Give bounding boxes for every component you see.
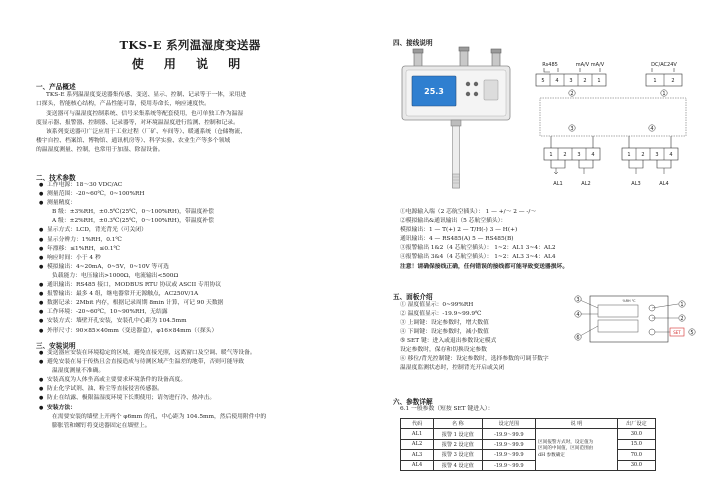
table-row: AL4 报警 4 设定值 -19.9～99.9 30.0 <box>401 460 656 470</box>
wiring-line: 模拟输出：1 — T(+) 2 — T/H(-) 3 — H(+) <box>400 227 518 233</box>
section6-heading: 六、参数详解 <box>393 398 433 406</box>
install-item: 膨胀管和螺钉将变送器固定在墙壁上。 <box>52 422 151 429</box>
install-item: 温湿度测量不准确。 <box>52 368 105 375</box>
spec-item: ● 报警输出：最多 4 组，继电器常开无源触点，AC250V/1A <box>38 290 223 299</box>
param-table-title: 6.1 一般参数（短按 SET 键进入）： <box>400 406 494 412</box>
connector-number: 1 <box>662 91 666 97</box>
spec-item: ● 显示分辨力：1%RH，0.1℃ <box>38 236 223 245</box>
install-item: 在需要安装的墙壁上开两个 φ6mm 的孔，中心距为 104.5mm，然后使用附件中的 <box>52 413 267 420</box>
lcd-reading: 25.3 <box>424 87 444 96</box>
table-row: AL3 报警 3 设定值 -19.9～99.9 70.0 <box>401 450 656 460</box>
svg-text:4: 4 <box>555 78 559 84</box>
spec-item: ● 年漂移：≤1%RH，≤0.1℃ <box>38 245 223 254</box>
svg-text:4: 4 <box>591 152 595 158</box>
svg-text:3: 3 <box>576 297 580 303</box>
label-power: DC/AC24V <box>651 62 677 68</box>
install-list <box>38 349 266 431</box>
panel-button <box>466 82 470 86</box>
label-ma-v: mA/V mA/V <box>575 62 605 68</box>
svg-text:1: 1 <box>597 78 601 84</box>
install-item: ● 安装高度为人体坐高或主要要求环境条件的设备高度。 <box>38 376 266 385</box>
section2-heading: 二、技术参数 <box>36 174 76 182</box>
label-rs485: Rs485 <box>542 62 558 68</box>
section1-line: 的温湿度测量、控制，也常用于加湿、除湿设备。 <box>36 147 164 153</box>
section1-heading: 一、产品概述 <box>36 83 76 91</box>
alarm-label-al4: AL4 <box>659 181 669 187</box>
svg-text:1: 1 <box>680 302 684 308</box>
svg-text:1: 1 <box>627 152 631 158</box>
svg-text:2: 2 <box>641 152 645 158</box>
spec-item: ● 测量精度： <box>38 199 223 208</box>
alarm-label-al2: AL2 <box>581 181 591 187</box>
svg-text:3: 3 <box>570 126 574 132</box>
section5-heading: 五、面板介绍 <box>393 293 433 301</box>
panel-button <box>474 82 478 86</box>
wiring-warning: 注意！请确保接线正确，任何错误的接线都可能导致变送器损坏。 <box>400 264 569 270</box>
table-row: AL1 报警 1 设定值 -19.9～99.9 区间报警方式时，设定值为 区间的中间值，区间范围由 dH 参数确定 30.0 <box>401 429 656 439</box>
install-item: ● 避免安装在易于传热且会直接造成与待测区域产生温差的地带，否则可能导致 <box>38 358 266 367</box>
connector-number: 2 <box>570 91 574 97</box>
install-item: ● 防止化学试剂、油、粉尘等直接侵害传感器。 <box>38 385 266 394</box>
spec-item: ● 工作电源：18～30 VDC/AC <box>38 181 223 190</box>
svg-text:3: 3 <box>655 152 659 158</box>
panel-button <box>466 92 470 96</box>
connector-middle <box>460 50 468 68</box>
spec-item: ● 测量范围：-20~60℃，0~100%RH <box>38 190 223 199</box>
spec-item: B 级：±3%RH，±0.5℃(25℃，0～100%RH)，带温度补偿 <box>52 209 214 216</box>
section1-line: 变送器可与温湿度控制系统、信号采集系统等配套使用，也可单独工作为温湿 <box>46 111 244 117</box>
section4-heading: 四、接线说明 <box>393 39 433 47</box>
connector-left <box>414 52 422 68</box>
connector-right <box>492 52 500 68</box>
section1-line: 该系列变送器可广泛应用于工业过程（厂矿、车间等）、暖通系统（仓储物流、 <box>46 129 246 135</box>
spec-item: ● 安装方式：墙壁开孔安装，安装孔中心距为 104.5mm <box>38 317 223 326</box>
wiring-line: ②模拟输出&通讯输出（5 芯航空插头）： <box>400 218 507 224</box>
panel-line: ⑤ SET 键：进入或退出参数设定模式 <box>400 338 497 344</box>
svg-text:SET: SET <box>673 330 681 335</box>
alarm-description-cell: 区间报警方式时，设定值为 区间的中间值，区间范围由 dH 参数确定 <box>536 429 618 471</box>
tech-spec-list <box>38 181 223 336</box>
spec-item: ● 外形尺寸：90×85×40mm（变送器盒），φ16×84mm（（探头） <box>38 327 223 336</box>
svg-text:4: 4 <box>669 152 673 158</box>
install-item: ● 防止在结露、极限温湿度环境下长期使用；请勿进行冷、热冲击。 <box>38 394 266 403</box>
svg-text:2: 2 <box>583 78 587 84</box>
section1-line: TKS-E 系列温湿度变送器集传感、变送、显示、控制、记录等于一体，采用进 <box>46 92 247 98</box>
svg-text:%RH ℃: %RH ℃ <box>622 299 636 303</box>
svg-text:5: 5 <box>690 330 694 336</box>
spec-item: A 级：±2%RH，±0.3℃(25℃，0～100%RH)，带温度补偿 <box>52 218 214 225</box>
column-name: 名 称 <box>434 419 482 429</box>
svg-text:1: 1 <box>549 152 553 158</box>
wiring-diagram <box>522 58 700 190</box>
panel-line: ③ 上调键：设定参数时，增大数值 <box>400 320 489 326</box>
panel-line: ④ 下调键：设定参数时，减小数值 <box>400 329 489 335</box>
svg-text:3: 3 <box>569 78 573 84</box>
svg-text:4: 4 <box>650 126 654 132</box>
temperature-display <box>598 320 638 332</box>
svg-text:4: 4 <box>576 312 580 318</box>
svg-text:1: 1 <box>653 78 657 84</box>
panel-line: ② 温度值显示：-19.9~99.9℃ <box>400 311 482 317</box>
section1-line: 楼宇自控、档案馆、博物馆、通讯机房等）、科学实验、农业生产等多个领域 <box>36 138 231 144</box>
wiring-line: ③报警输出 1&2（4 芯航空插头）： 1~2：AL1 3~4：AL2 <box>400 245 556 251</box>
wiring-line: 通讯输出：4 — RS485(A) 5 — RS485(B) <box>400 236 514 242</box>
alarm-label-al3: AL3 <box>631 181 641 187</box>
spec-item: ● 通讯输出：RS485 接口，MODBUS RTU 协议或 ASCII 专用协议 <box>38 281 223 290</box>
transmitter-device-illustration <box>396 46 516 196</box>
svg-text:2: 2 <box>680 316 684 322</box>
panel-line: ⑥ 移位/背光控制键：设定参数时，选择参数的可调节数字 <box>400 356 549 362</box>
column-range: 设定范围 <box>482 419 536 429</box>
panel-line: 设定参数时，保存和切换设定参数 <box>400 347 487 353</box>
section3-heading: 三、安装说明 <box>36 342 76 350</box>
document-subtitle: 使 用 说 明 <box>131 57 249 71</box>
svg-text:2: 2 <box>671 78 675 84</box>
spec-item: 负载能力：电压输出>1000Ω，电流输出<500Ω <box>52 272 179 279</box>
wiring-line: ④报警输出 3&4（4 芯航空插头）： 1~2：AL3 3~4：AL4 <box>400 254 556 260</box>
panel-diagram <box>572 292 700 350</box>
spec-item: ● 响应时间：小于 4 秒 <box>38 254 223 263</box>
general-parameter-table <box>400 418 656 471</box>
wiring-line: ①电源输入端（2 芯航空插头）： 1 — +/～ 2 — -/～ <box>400 209 537 215</box>
panel-line: ① 湿度值显示：0~99%RH <box>400 302 474 308</box>
column-description: 说 明 <box>536 419 618 429</box>
alarm-label-al1: AL1 <box>553 181 563 187</box>
document-title: TKS-E 系列温湿度变送器 <box>119 38 261 52</box>
section1-line: 口探头，智能核心结构，产品性能可靠，使用寿命长，响应速度快。 <box>36 101 210 107</box>
panel-line: 温湿度监测状态时，控制背光开启或关闭 <box>400 365 505 371</box>
svg-text:3: 3 <box>577 152 581 158</box>
install-item: ● 安装方法： <box>38 404 266 413</box>
section1-line: 度显示器、报警器、控制器、记录器等，对环境温湿度进行监测、控制和记录。 <box>36 120 239 126</box>
table-header-row <box>401 419 656 429</box>
humidity-display <box>598 305 638 317</box>
svg-text:6: 6 <box>576 335 580 341</box>
spec-item: ● 数据记录：2Mbit 内存，根据记录周期 8min 计算，可记 90 天数据 <box>38 299 223 308</box>
panel-button <box>474 92 478 96</box>
spec-item: ● 显示方式：LCD，背光背光（可关闭） <box>38 226 223 235</box>
svg-text:5: 5 <box>541 78 545 84</box>
controller-outline <box>540 98 686 136</box>
install-item: ● 变送器应安装在环境稳定的区域，避免直接光照，远离窗口及空调、暖气等设备。 <box>38 349 266 358</box>
column-code: 代码 <box>401 419 434 429</box>
svg-text:2: 2 <box>563 152 567 158</box>
table-row: AL2 报警 2 设定值 -19.9～99.9 15.0 <box>401 439 656 449</box>
shift-key-icon <box>649 329 655 335</box>
spec-item: ● 模拟输出：4~20mA，0~5V，0~10V 等可选 <box>38 263 223 272</box>
up-key-icon <box>649 305 655 311</box>
spec-item: ● 工作环境：-20~60℃，10~90%RH，无结露 <box>38 308 223 317</box>
column-default: 出厂设定 <box>617 419 655 429</box>
